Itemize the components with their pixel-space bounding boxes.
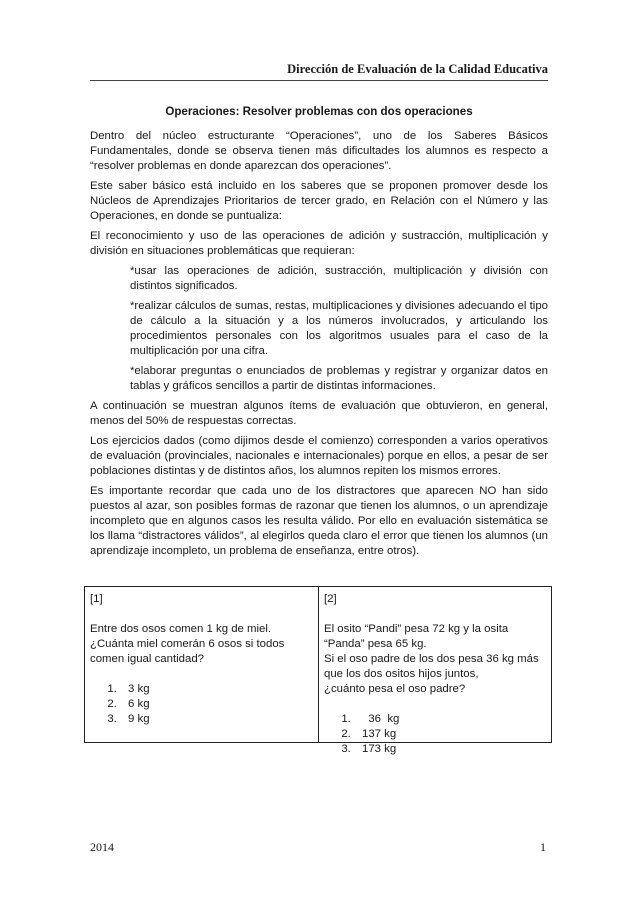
option-item: 3. 9 kg: [120, 712, 313, 727]
items-table: [84, 586, 552, 755]
paragraph: Este saber básico está incluido en los saberes que se proponen promover desde los Núcleos de Aprendizajes Prioritarios de tercer grado, en Relación con el Número y las Operaciones, en donde se puntualiza:: [90, 180, 548, 222]
item-text: Entre dos osos comen 1 kg de miel.: [90, 623, 272, 635]
item-text: El osito “Pandi” pesa 72 kg y la osita “Panda” pesa 65 kg.: [324, 623, 509, 650]
bullet-item: *usar las operaciones de adición, sustracción, multiplicación y división con distintos significados.: [130, 265, 548, 292]
paragraph: El reconocimiento y uso de las operaciones de adición y sustracción, multiplicación y división en situaciones problemáticas que requieran:: [90, 230, 548, 257]
document-title: Operaciones: Resolver problemas con dos operaciones: [165, 105, 473, 118]
page-number: 1: [540, 840, 546, 854]
option-item: 2. 6 kg: [120, 697, 313, 712]
document-body: [90, 104, 548, 564]
item-text: Si el oso padre de los dos pesa 36 kg más que los dos ositos hijos juntos,: [324, 653, 539, 680]
item-cell-2: [318, 587, 551, 755]
option-item: 1. 3 kg: [120, 682, 313, 697]
option-item: 3. 173 kg: [354, 742, 546, 757]
item-number: [2]: [324, 593, 337, 605]
item-text: ¿cuánto pesa el oso padre?: [324, 683, 466, 695]
item-cell-1: [85, 587, 318, 742]
paragraph: Es importante recordar que cada uno de los distractores que aparecen NO han sido puestos al azar, son posibles formas de razonar que tienen los alumnos, o un aprendizaje incompleto que en algunos casos les resulta válido. Por ello en evaluación sistemática se los llama “distractores válidos”, al elegirlos queda claro el error que tienen los alumnos (un aprendizaje incompleto, un problema de enseñanza, entre otros).: [90, 485, 548, 557]
bullet-item: *elaborar preguntas o enunciados de problemas y registrar y organizar datos en tablas y gráficos sencillos a partir de distintas informaciones.: [130, 365, 548, 392]
paragraph: A continuación se muestran algunos ítems de evaluación que obtuvieron, en general, menos del 50% de respuestas correctas.: [90, 400, 548, 427]
item-text: ¿Cuánta miel comerán 6 osos si todos comen igual cantidad?: [90, 638, 285, 665]
item-number: [1]: [90, 593, 103, 605]
page-header: Dirección de Evaluación de la Calidad Educativa: [90, 62, 548, 81]
option-item: 1. 36 kg: [354, 712, 546, 727]
paragraph: Dentro del núcleo estructurante “Operaciones”, uno de los Saberes Básicos Fundamentales, donde se observa tienen más dificultades los alumnos es respecto a “resolver problemas en donde aparezcan dos operaciones”.: [90, 130, 548, 172]
paragraph: Los ejercicios dados (como dijimos desde el comienzo) corresponden a varios operativos de evaluación (provinciales, nacionales e internacionales) porque en ellos, a pesar de ser poblaciones distintas y de distintos años, los alumnos repiten los mismos errores.: [90, 435, 548, 477]
bullet-item: *realizar cálculos de sumas, restas, multiplicaciones y divisiones adecuando el tipo de cálculo a la situación y a los números involucrados, y articulando los procedimientos personales con los algoritmos usuales para el caso de la multiplicación por una cifra.: [130, 300, 548, 357]
options-list: [324, 712, 546, 757]
footer-year: 2014: [90, 840, 114, 854]
options-list: [90, 682, 313, 727]
option-item: 2. 137 kg: [354, 727, 546, 742]
